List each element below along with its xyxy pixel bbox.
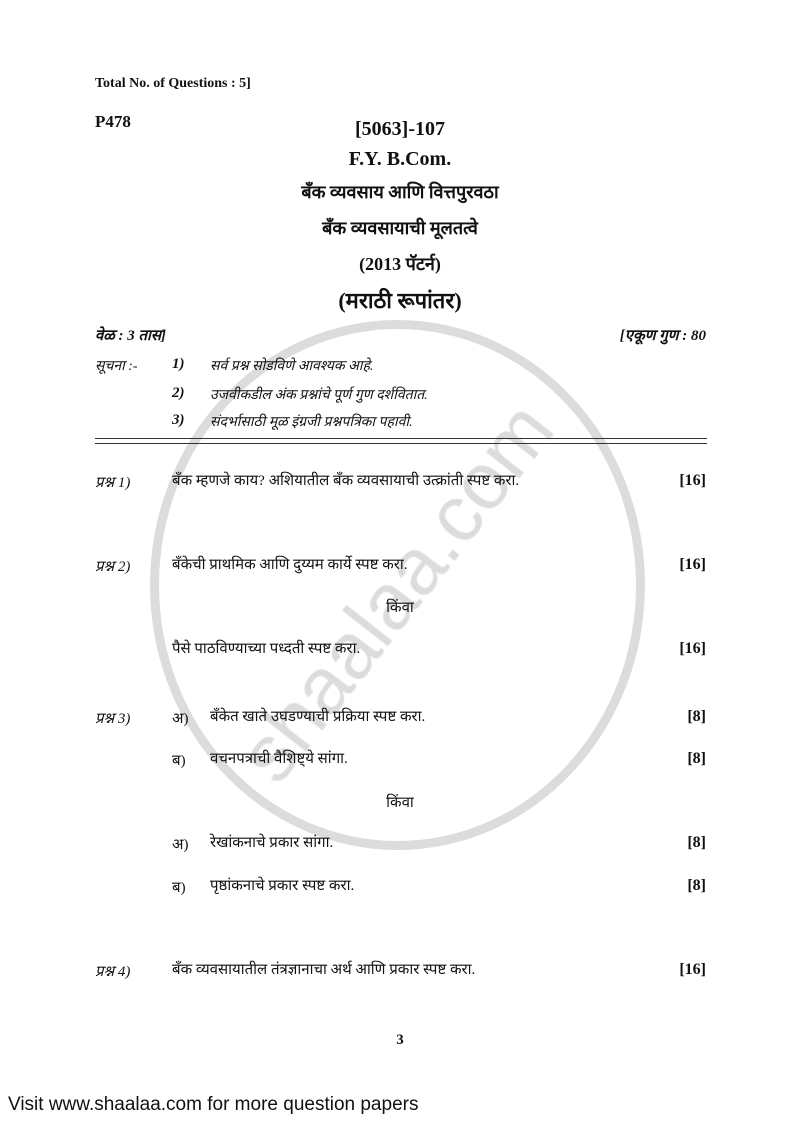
exam-code: [5063]-107	[355, 118, 445, 140]
subject: बँक व्यवसाय आणि वित्तपुरवठा	[301, 182, 499, 202]
course: F.Y. B.Com.	[348, 148, 452, 170]
question-marks: [16]	[679, 961, 706, 978]
page-number: 3	[396, 1032, 404, 1048]
question-text: पैसे पाठविण्याच्या पध्दती स्पष्ट करा.	[172, 641, 361, 657]
instruction-text: संदर्भासाठी मूळ इंग्रजी प्रश्नपत्रिका पहावी.	[210, 415, 413, 430]
sub-label: अ)	[172, 837, 189, 853]
paper-title: बँक व्यवसायाची मूलतत्वे	[322, 218, 478, 238]
instruction-number: 1)	[172, 356, 185, 372]
divider	[95, 443, 707, 444]
instruction-text: सर्व प्रश्न सोडविणे आवश्यक आहे.	[210, 359, 374, 374]
question-marks: [16]	[679, 640, 706, 657]
question-text: रेखांकनाचे प्रकार सांगा.	[210, 835, 334, 851]
time: वेळ : 3 तास]	[95, 328, 167, 344]
question-text: बँकेत खाते उघडण्याची प्रक्रिया स्पष्ट करा.	[210, 709, 426, 725]
or-separator: किंवा	[386, 600, 414, 616]
footer-link[interactable]: Visit www.shaalaa.com for more question papers	[8, 1094, 419, 1115]
question-label: प्रश्न 3)	[95, 711, 131, 727]
total-marks: [एकूण गुण : 80	[619, 328, 706, 344]
question-marks: [8]	[687, 750, 706, 767]
or-separator: किंवा	[386, 795, 414, 811]
question-marks: [8]	[687, 834, 706, 851]
instruction-number: 3)	[172, 412, 185, 428]
instruction-text: उजवीकडील अंक प्रश्नांचे पूर्ण गुण दर्शवितात.	[210, 388, 428, 403]
question-text: बँक व्यवसायातील तंत्रज्ञानाचा अर्थ आणि प्रकार स्पष्ट करा.	[172, 962, 476, 978]
question-marks: [8]	[687, 708, 706, 725]
question-marks: [16]	[679, 556, 706, 573]
question-label: प्रश्न 1)	[95, 475, 131, 491]
pattern: (2013 पॅटर्न)	[359, 254, 441, 274]
version: (मराठी रूपांतर)	[338, 288, 462, 313]
sub-label: अ)	[172, 711, 189, 727]
instructions-label: सूचना :-	[95, 359, 138, 374]
question-label: प्रश्न 4)	[95, 964, 131, 980]
divider	[95, 438, 707, 439]
question-marks: [8]	[687, 877, 706, 894]
question-text: बँक म्हणजे काय? अशियातील बँक व्यवसायाची उत्क्रांती स्पष्ट करा.	[172, 473, 520, 489]
instruction-number: 2)	[172, 385, 185, 401]
question-label: प्रश्न 2)	[95, 559, 131, 575]
question-text: बँकेची प्राथमिक आणि दुय्यम कार्ये स्पष्ट करा.	[172, 557, 408, 573]
sub-label: ब)	[172, 880, 186, 896]
question-marks: [16]	[679, 472, 706, 489]
total-questions: Total No. of Questions : 5]	[95, 76, 251, 91]
question-text: वचनपत्राची वैशिष्ट्ये सांगा.	[210, 751, 348, 767]
question-text: पृष्ठांकनाचे प्रकार स्पष्ट करा.	[210, 878, 355, 894]
paper-code: P478	[95, 112, 131, 131]
sub-label: ब)	[172, 753, 186, 769]
